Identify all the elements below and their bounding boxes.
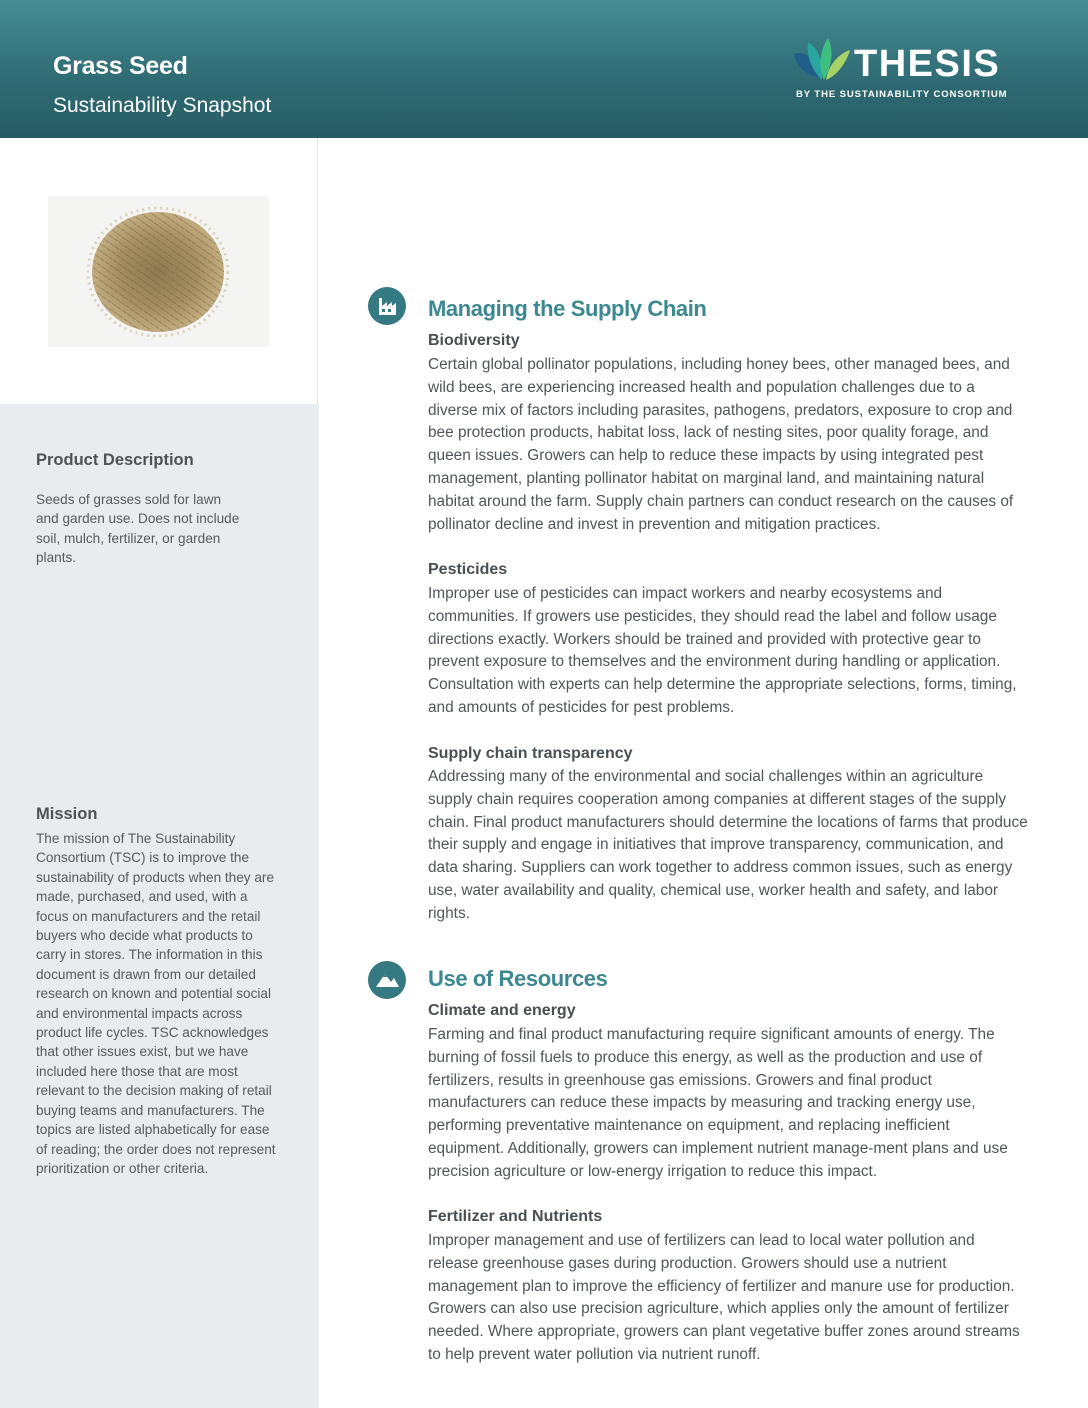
logo-tagline: BY THE SUSTAINABILITY CONSORTIUM: [796, 89, 1008, 100]
factory-icon: [368, 287, 406, 325]
mountain-icon: [368, 961, 406, 999]
mission-text: The mission of The Sustainability Consortium (TSC) is to improve the sustainability of products when they are made, purchased, and used, with a focus on manufacturers and the retail buyers who decide what products to carry in stores. The information in this document is drawn from our detailed research on known and potential social and environmental impacts across product life cycles. TSC acknowledges that other issues exist, but we have included here those that are most relevant to the decision making of retail buying teams and manufacturers. The topics are listed alphabetically for ease of reading; the order does not represent prioritization or other criteria.: [36, 831, 276, 1176]
section-title-use-of-resources: Use of Resources: [428, 966, 608, 991]
topic-text-supply-chain-transparency: Addressing many of the environmental and social challenges within an agriculture supply chain requires cooperation among companies at different stages of the supply chain. Final product manufacturers should determine the locations of farms that produce their supply and engage in initiatives that improve transparency, communication, and data sharing. Suppliers can work together to address common issues, such as energy use, water availability and quality, chemical use, worker health and safety, and labor rights.: [428, 768, 1028, 922]
topic-text-fertilizer-nutrients: Improper management and use of fertilizers can lead to local water pollution and release greenhouse gases during production. Growers should use a nutrient management plan to improve the efficiency of fertilizer and manure use for production. Growers can also use precision agriculture, which applies only the amount of fertilizer needed. Where appropriate, growers can plant vegetative buffer zones around streams to help prevent water pollution via nutrient runoff.: [428, 1232, 1020, 1363]
topic-text-climate-energy: Farming and final product manufacturing require significant amounts of energy. The burning of fossil fuels to produce this energy, as well as the production and use of fertilizers, results in greenhouse gas emissions. Growers and final product manufacturers can reduce these impacts by measuring and tracking energy use, performing preventative maintenance on equipment, and replacing inefficient equipment. Additionally, growers can implement nutrient manage-ment plans and use precision agriculture or low-energy irrigation to reduce this impact.: [428, 1026, 1008, 1180]
topic-heading-pesticides: Pesticides: [428, 561, 508, 578]
topic-text-biodiversity: Certain global pollinator populations, including honey bees, other managed bees, and wild bees, are experiencing increased health and population challenges due to a diverse mix of factors including parasites, pathogens, predators, exposure to crop and bee protection products, habitat loss, lack of nesting sites, poor quality forage, and queen issues. Growers can help to reduce these impacts by using integrated pest management, planting pollinator habitat on marginal land, and maintaining natural habitat around the farm. Supply chain partners can conduct research on the causes of pollinator decline and invest in prevention and mitigation practices.: [428, 356, 1014, 533]
thesis-logo: [790, 36, 1030, 106]
topic-heading-supply-chain-transparency: Supply chain transparency: [428, 745, 633, 762]
mission-heading: Mission: [36, 805, 98, 823]
logo-wordmark: THESIS: [854, 43, 1001, 85]
section-title-supply-chain: Managing the Supply Chain: [428, 296, 707, 321]
page-header: [0, 0, 1088, 138]
product-description-text: Seeds of grasses sold for lawn and garden use. Does not include soil, mulch, fertilizer, or garden plants.: [36, 492, 240, 566]
page-title: Grass Seed: [53, 52, 188, 80]
product-description-heading: Product Description: [36, 451, 194, 469]
topic-heading-fertilizer-nutrients: Fertilizer and Nutrients: [428, 1208, 603, 1225]
topic-text-pesticides: Improper use of pesticides can impact workers and nearby ecosystems and communities. If growers use pesticides, they should read the label and follow usage directions exactly. Workers should be trained and provided with protective gear to prevent exposure to themselves and the environment during handling or application. Consultation with experts can help determine the appropriate selections, forms, timing, and amounts of pesticides for pest problems.: [428, 585, 1017, 716]
page-subtitle: Sustainability Snapshot: [53, 94, 272, 117]
product-image-panel: [0, 138, 318, 404]
sidebar: [0, 404, 319, 1408]
leaf-logo-icon: [790, 36, 854, 86]
topic-heading-biodiversity: Biodiversity: [428, 332, 520, 349]
topic-heading-climate-energy: Climate and energy: [428, 1002, 576, 1019]
grass-seed-image: [48, 196, 269, 347]
